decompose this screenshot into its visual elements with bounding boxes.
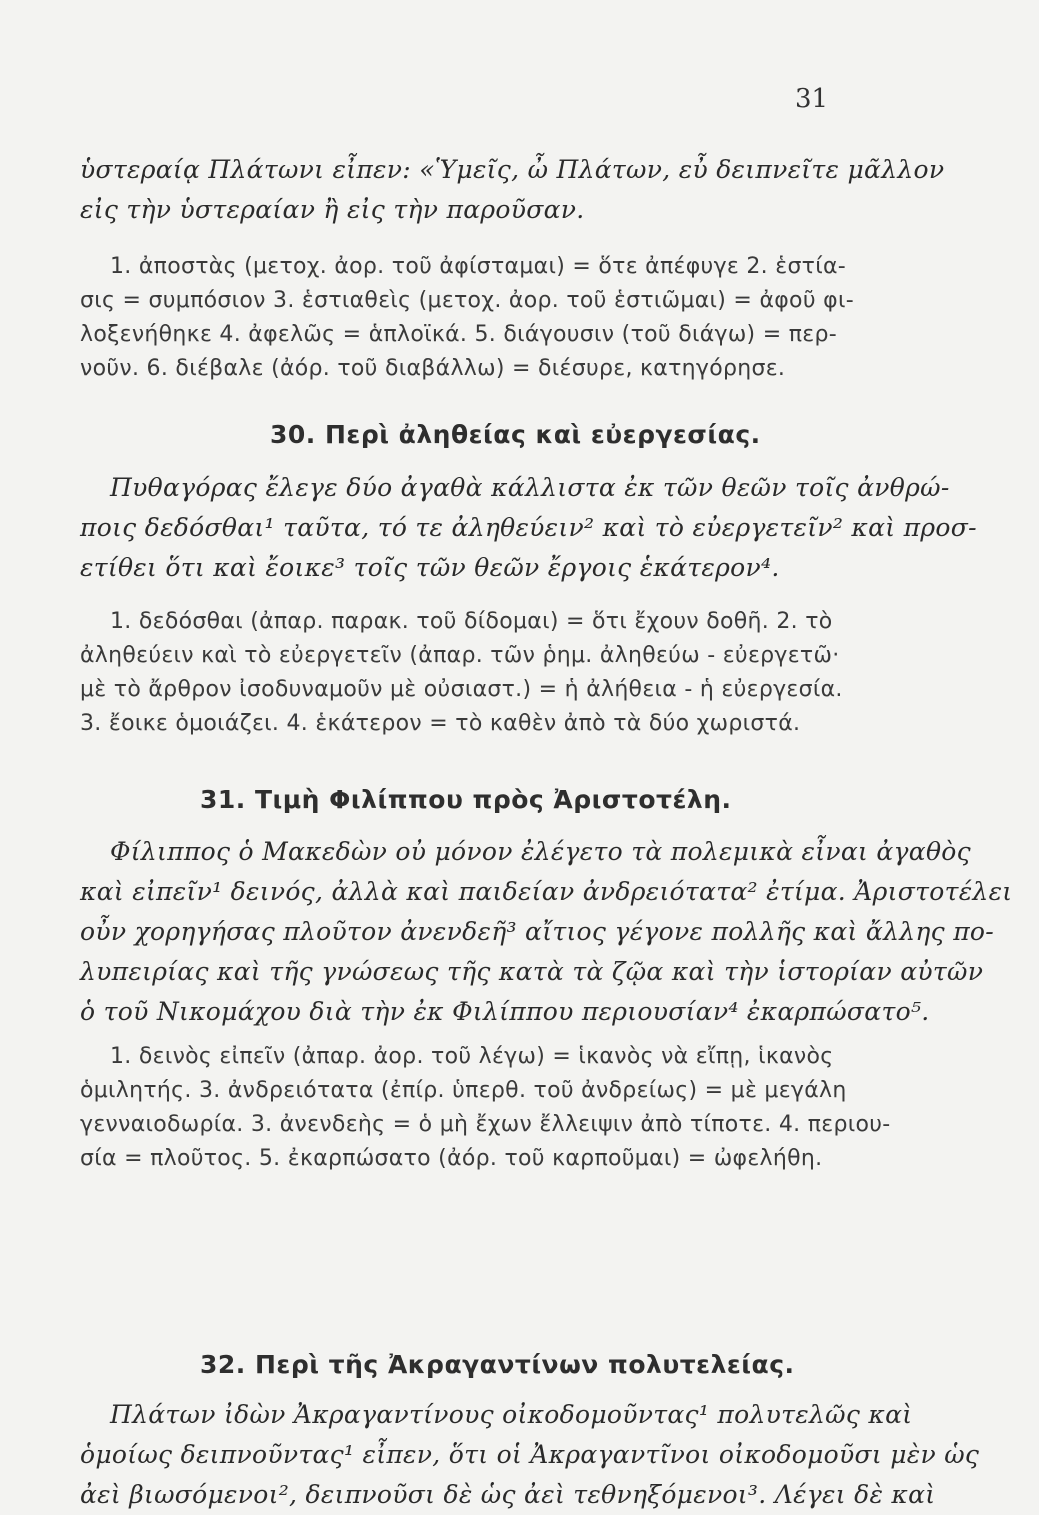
section-30-paragraph [80, 468, 977, 588]
note-line: σία = πλοῦτος. 5. ἐκαρπώσατο (ἀόρ. τοῦ καρποῦμαι) = ὠφελήθη. [80, 1146, 823, 1171]
note-line: 1. ἀποστὰς (μετοχ. ἀορ. τοῦ ἀφίσταμαι) = ὅτε ἀπέφυγε 2. ἑστία- [110, 254, 847, 279]
footnotes [80, 605, 870, 741]
text-line: ἀεὶ βιωσόμενοι², δειπνοῦσι δὲ ὡς ἀεὶ τεθνηξόμενοι³. Λέγει δὲ καὶ [80, 1480, 936, 1509]
note-line: λοξενήθηκε 4. ἀφελῶς = ἁπλοϊκά. 5. διάγουσιν (τοῦ διάγω) = περ- [80, 322, 837, 347]
text-line: ὑστεραίᾳ Πλάτωνι εἶπεν: «Ὑμεῖς, ὦ Πλάτων, εὖ δειπνεῖτε μᾶλλον [80, 155, 945, 184]
footnotes [80, 250, 870, 386]
note-line: ὁμιλητής. 3. ἀνδρειότατα (ἐπίρ. ὑπερθ. τοῦ ἀνδρείως) = μὲ μεγάλη [80, 1078, 847, 1103]
text-line: εἰς τὴν ὑστεραίαν ἢ εἰς τὴν παροῦσαν. [80, 195, 585, 224]
paragraph-text [80, 150, 945, 230]
note-line: μὲ τὸ ἄρθρον ἰσοδυναμοῦν μὲ οὐσιαστ.) = ἡ ἀλήθεια - ἡ εὐεργεσία. [80, 677, 843, 702]
footnotes [80, 1040, 891, 1176]
paragraph-text [80, 468, 977, 588]
text-line: λυπειρίας καὶ τῆς γνώσεως τῆς κατὰ τὰ ζῷα καὶ τὴν ἱστορίαν αὐτῶν [80, 957, 984, 986]
section-32-title: 32. Περὶ τῆς Ἀκραγαντίνων πολυτελείας. [200, 1350, 795, 1379]
note-line: 1. δεινὸς εἰπεῖν (ἀπαρ. ἀορ. τοῦ λέγω) = ἱκανὸς νὰ εἴπῃ, ἱκανὸς [110, 1044, 834, 1069]
text-line: ετίθει ὅτι καὶ ἔοικε³ τοῖς τῶν θεῶν ἔργοις ἑκάτερον⁴. [80, 553, 780, 582]
text-line: Πλάτων ἰδὼν Ἀκραγαντίνους οἰκοδομοῦντας¹ πολυτελῶς καὶ [110, 1400, 913, 1429]
page-number: 31 [795, 84, 829, 114]
text-line: Φίλιππος ὁ Μακεδὼν οὐ μόνον ἐλέγετο τὰ πολεμικὰ εἶναι ἀγαθὸς [110, 837, 971, 866]
paragraph-text [80, 1395, 980, 1515]
intro-paragraph [80, 150, 945, 230]
note-line: ἀληθεύειν καὶ τὸ εὐεργετεῖν (ἀπαρ. τῶν ῥημ. ἀληθεύω - εὐεργετῶ· [80, 643, 840, 668]
text-line: ποις δεδόσθαι¹ ταῦτα, τό τε ἀληθεύειν² καὶ τὸ εὐεργετεῖν² καὶ προσ- [80, 513, 977, 542]
text-line: ὁ τοῦ Νικομάχου διὰ τὴν ἐκ Φιλίππου περιουσίαν⁴ ἐκαρπώσατο⁵. [80, 997, 930, 1026]
section-32-paragraph [80, 1395, 980, 1515]
note-line: 3. ἔοικε ὁμοιάζει. 4. ἑκάτερον = τὸ καθὲν ἀπὸ τὰ δύο χωριστά. [80, 711, 801, 736]
text-line: Πυθαγόρας ἔλεγε δύο ἀγαθὰ κάλλιστα ἐκ τῶν θεῶν τοῖς ἀνθρώ- [110, 473, 950, 502]
section-30-notes [80, 605, 870, 741]
intro-notes [80, 250, 870, 386]
note-line: 1. δεδόσθαι (ἀπαρ. παρακ. τοῦ δίδομαι) = ὅτι ἔχουν δοθῆ. 2. τὸ [110, 609, 833, 634]
note-line: σις = συμπόσιον 3. ἑστιαθεὶς (μετοχ. ἀορ. τοῦ ἑστιῶμαι) = ἀφοῦ φι- [80, 288, 854, 313]
text-line: ὁμοίως δειπνοῦντας¹ εἶπεν, ὅτι οἱ Ἀκραγαντῖνοι οἰκοδομοῦσι μὲν ὡς [80, 1440, 980, 1469]
section-31-title: 31. Τιμὴ Φιλίππου πρὸς Ἀριστοτέλη. [200, 785, 732, 814]
text-line: οὖν χορηγήσας πλοῦτον ἀνενδεῆ³ αἴτιος γέγονε πολλῆς καὶ ἄλλης πο- [80, 917, 995, 946]
text-line: καὶ εἰπεῖν¹ δεινός, ἀλλὰ καὶ παιδείαν ἀνδρειότατα² ἐτίμα. Ἀριστοτέλει [80, 877, 1013, 906]
section-31-paragraph [80, 832, 1013, 1032]
section-30-title: 30. Περὶ ἀληθείας καὶ εὐεργεσίας. [270, 420, 761, 449]
note-line: νοῦν. 6. διέβαλε (ἀόρ. τοῦ διαβάλλω) = διέσυρε, κατηγόρησε. [80, 356, 786, 381]
note-line: γενναιοδωρία. 3. ἀνενδεὴς = ὁ μὴ ἔχων ἔλλειψιν ἀπὸ τίποτε. 4. περιου- [80, 1112, 891, 1137]
section-31-notes [80, 1040, 891, 1176]
paragraph-text [80, 832, 1013, 1032]
